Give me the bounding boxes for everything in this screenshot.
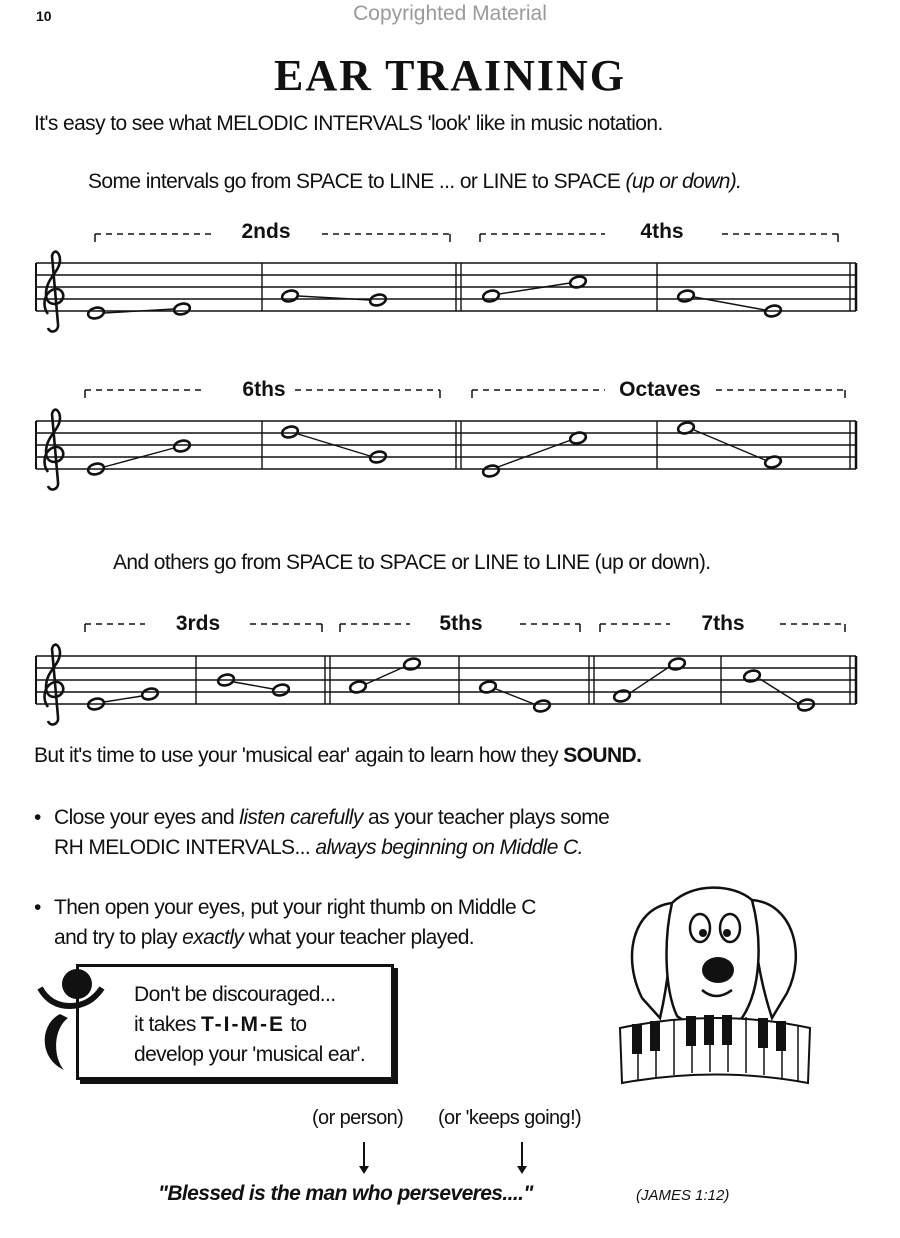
- label-7ths: 7ths: [701, 612, 745, 635]
- intro-text: It's easy to see what MELODIC INTERVALS 'look' like in music notation.: [34, 112, 663, 135]
- arrow-down-icon: [521, 1142, 523, 1168]
- label-3rds: 3rds: [175, 612, 221, 635]
- page-number: 10: [36, 8, 52, 24]
- arrow-down-icon: [363, 1142, 365, 1168]
- arrow-head-icon: [359, 1166, 369, 1174]
- bullet-item: • Then open your eyes, put your right thumb on Middle C and try to play exactly what your teacher played.: [34, 896, 536, 949]
- label-5ths: 5ths: [439, 612, 483, 635]
- space-line-text: Some intervals go from SPACE to LINE ... or LINE to SPACE (up or down).: [88, 170, 742, 193]
- annotation-keeps-going: (or 'keeps going!): [438, 1107, 582, 1129]
- label-6ths: 6ths: [242, 378, 286, 401]
- arrow-head-icon: [517, 1166, 527, 1174]
- staff-row-1: [36, 252, 856, 332]
- bible-quote: "Blessed is the man who perseveres....": [158, 1182, 533, 1205]
- thinking-figure-icon: [30, 966, 110, 1076]
- sound-line-text: But it's time to use your 'musical ear' again to learn how they SOUND.: [34, 744, 642, 767]
- staff-row-2: [36, 410, 856, 490]
- label-octaves: Octaves: [619, 378, 701, 401]
- label-4ths: 4ths: [640, 220, 684, 243]
- piano-dog-illustration: [612, 878, 822, 1098]
- annotation-person: (or person): [312, 1107, 404, 1129]
- staff-row-3: [36, 645, 856, 725]
- page-title: EAR TRAINING: [273, 51, 627, 100]
- bullet-item: • Close your eyes and listen carefully as your teacher plays some RH MELODIC INTERVALS... always beginning on Middle C.: [34, 806, 610, 859]
- copyright-watermark: Copyrighted Material: [353, 2, 547, 25]
- callout-text: Don't be discouraged... it takes T-I-M-E to develop your 'musical ear'.: [134, 983, 366, 1066]
- space-space-text: And others go from SPACE to SPACE or LINE to LINE (up or down).: [113, 551, 711, 574]
- bible-reference: (JAMES 1:12): [636, 1187, 730, 1204]
- label-2nds: 2nds: [241, 220, 291, 243]
